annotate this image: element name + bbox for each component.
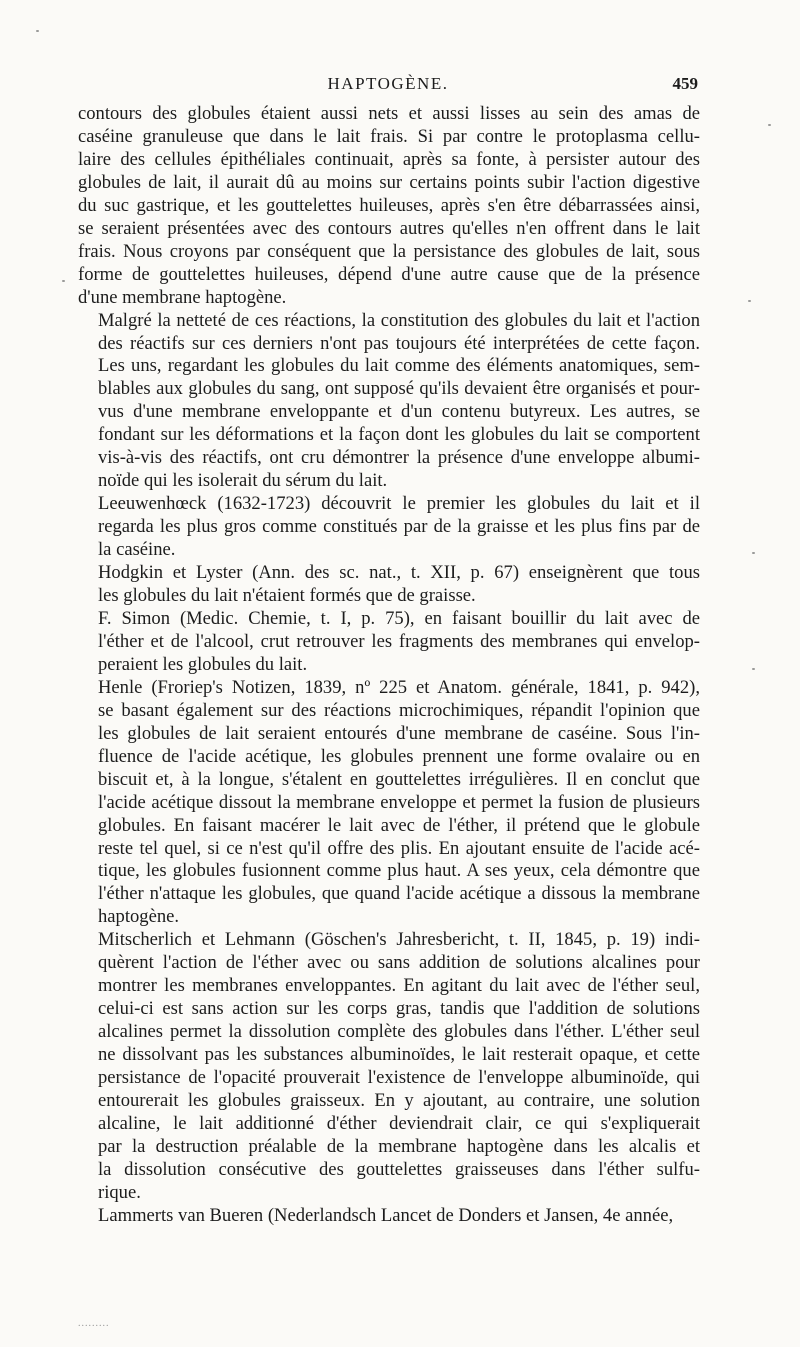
paragraph xyxy=(78,562,700,608)
paragraph xyxy=(78,677,700,929)
text-line: par la destruction préalable de la membrane haptogène dans les alcalis et xyxy=(98,1135,700,1157)
text-line: quèrent l'action de l'éther avec ou sans addition de solutions alcalines pour xyxy=(98,952,700,974)
text-line: se basant également sur des réactions microchimiques, répandit l'opinion que xyxy=(98,699,700,721)
text-line: entourerait les globules graisseux. En y ajoutant, au contraire, une solution xyxy=(98,1089,700,1111)
text-line: l'acide acétique dissout la membrane enveloppe et permet la fusion de plusieurs xyxy=(98,791,700,813)
text-line: Mitscherlich et Lehmann (Göschen's Jahresbericht, t. II, 1845, p. 19) indi- xyxy=(98,929,700,951)
paragraph xyxy=(78,608,700,677)
paragraph xyxy=(78,103,700,310)
text-line: ne dissolvant pas les substances albuminoïdes, le lait resterait opaque, et cette xyxy=(98,1044,700,1066)
text-line: Lammerts van Bueren (Nederlandsch Lancet de Donders et Jansen, 4e année, xyxy=(98,1204,674,1226)
paper-speck xyxy=(748,300,751,302)
paragraph xyxy=(78,929,700,1204)
body-text xyxy=(78,103,700,1228)
text-line: les globules de lait seraient entourés d'une membrane de caséine. Sous l'in- xyxy=(98,722,700,744)
paper-speck xyxy=(768,124,771,126)
text-line: contours des globules étaient aussi nets et aussi lisses au sein des amas de xyxy=(78,103,700,124)
text-line: globules de lait, il aurait dû au moins sur certains points subir l'action digestive xyxy=(78,171,700,193)
text-line: noïde qui les isolerait du sérum du lait. xyxy=(98,470,388,492)
text-line: se seraient présentées avec des contours autres qu'elles n'en offrent dans le lait xyxy=(78,217,700,239)
text-line: montrer les membranes enveloppantes. En agitant du lait avec de l'éther seul, xyxy=(98,975,700,997)
text-line: la dissolution consécutive des gouttelettes graisseuses dans l'éther sulfu- xyxy=(98,1158,700,1180)
text-line: caséine granuleuse que dans le lait frais. Si par contre le protoplasma cellu- xyxy=(78,125,700,147)
text-line: laire des cellules épithéliales continuait, après sa fonte, à persister autour des xyxy=(78,148,700,170)
text-line: vis-à-vis des réactifs, ont cru démontrer la présence d'une enveloppe albumi- xyxy=(98,447,700,469)
text-line: Malgré la netteté de ces réactions, la constitution des globules du lait et l'action xyxy=(98,309,700,331)
text-line: alcaline, le lait additionné d'éther deviendrait clair, ce qui s'expliquerait xyxy=(98,1112,700,1134)
paper-speck xyxy=(36,30,39,32)
paragraph xyxy=(78,493,700,562)
text-line: l'éther et de l'alcool, crut retrouver les fragments des membranes qui envelop- xyxy=(98,630,700,652)
text-line: F. Simon (Medic. Chemie, t. I, p. 75), en faisant bouillir du lait avec de xyxy=(98,607,700,629)
running-title: HAPTOGÈNE. xyxy=(327,74,449,93)
text-line: des réactifs sur ces derniers n'ont pas toujours été interprétées de cette façon. xyxy=(98,332,700,354)
paper-speck xyxy=(62,280,65,282)
text-line: les globules du lait n'étaient formés que de graisse. xyxy=(98,585,476,607)
text-line: du suc gastrique, et les gouttelettes huileuses, après s'en être débarrassées ainsi, xyxy=(78,194,700,216)
text-line: blables aux globules du sang, ont supposé qu'ils devaient être organisés et pour- xyxy=(98,378,700,400)
text-line: fluence de l'acide acétique, les globules prennent une forme ovalaire ou en xyxy=(98,745,700,767)
text-line: Henle (Froriep's Notizen, 1839, nº 225 et Anatom. générale, 1841, p. 942), xyxy=(98,676,700,698)
text-line: biscuit et, à la longue, s'étalent en gouttelettes irrégulières. Il en conclut que xyxy=(98,768,700,790)
text-line: regarda les plus gros comme constitués par de la graisse et les plus fins par de xyxy=(98,516,700,538)
text-line: vus d'une membrane enveloppante et d'un contenu butyreux. Les autres, se xyxy=(98,401,700,423)
text-line: persistance de l'opacité prouverait l'existence de l'enveloppe albuminoïde, qui xyxy=(98,1067,700,1089)
text-line: l'éther n'attaque les globules, que quand l'acide acétique a dissous la membrane xyxy=(98,883,700,905)
text-line: rique. xyxy=(98,1181,141,1203)
text-line: haptogène. xyxy=(98,906,180,928)
text-line: la caséine. xyxy=(98,539,176,561)
paper-speck xyxy=(752,552,755,554)
page-number: 459 xyxy=(672,74,698,93)
text-line: alcalines permet la dissolution complète des globules dans l'éther. L'éther seul xyxy=(98,1021,700,1043)
text-line: globules. En faisant macérer le lait avec de l'éther, il prétend que le globule xyxy=(98,814,700,836)
page-header xyxy=(78,72,698,98)
paragraph xyxy=(78,1205,700,1228)
text-line: d'une membrane haptogène. xyxy=(78,286,287,308)
paper-speck xyxy=(752,668,755,670)
footer-mark: ......... xyxy=(78,1318,110,1329)
text-line: Hodgkin et Lyster (Ann. des sc. nat., t. XII, p. 67) enseignèrent que tous xyxy=(98,562,700,584)
text-line: celui-ci est sans action sur les corps gras, tandis que l'addition de solutions xyxy=(98,998,700,1020)
text-line: Les uns, regardant les globules du lait comme des éléments anatomiques, sem- xyxy=(98,355,700,377)
text-line: frais. Nous croyons par conséquent que la persistance des globules de lait, sous xyxy=(78,240,700,262)
text-line: forme de gouttelettes huileuses, dépend d'une autre cause que de la présence xyxy=(78,263,700,285)
text-line: Leeuwenhœck (1632-1723) découvrit le premier les globules du lait et il xyxy=(98,493,700,515)
text-line: tique, les globules fusionnent comme plus haut. A ses yeux, cela démontre que xyxy=(98,860,700,882)
text-line: fondant sur les déformations et la façon dont les globules du lait se comportent xyxy=(98,424,700,446)
text-line: reste tel quel, si ce n'est qu'il offre des plis. En ajoutant ensuite de l'acide acé- xyxy=(98,837,700,859)
text-line: peraient les globules du lait. xyxy=(98,653,308,675)
paragraph xyxy=(78,310,700,494)
